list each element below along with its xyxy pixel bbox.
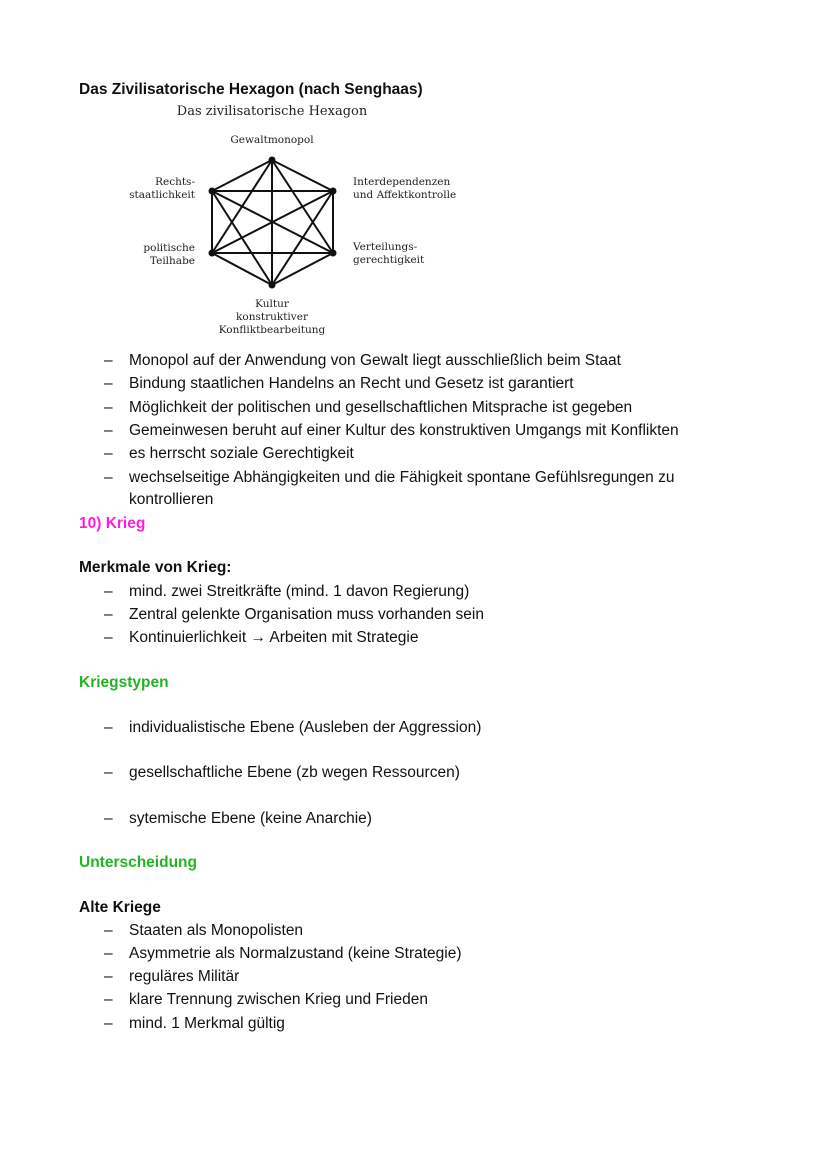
bullet-dash: – <box>104 719 113 736</box>
list-item <box>104 1014 285 1034</box>
list-item <box>104 944 462 964</box>
edge-verteilung-kultur <box>272 253 333 285</box>
list-item <box>104 351 621 371</box>
bullet-dash: – <box>104 422 113 439</box>
bullet-dash: – <box>104 922 113 939</box>
list-item-text: Gemeinwesen beruht auf einer Kultur des konstruktiven Umgangs mit Konflikten <box>129 422 679 439</box>
label-interdependenzen: Interdependenzen und Affektkontrolle <box>353 176 457 201</box>
figure-caption: Das zivilisatorische Hexagon <box>176 104 368 119</box>
list-item-text: es herrscht soziale Gerechtigkeit <box>129 445 354 462</box>
node-interdependenzen <box>330 188 337 195</box>
list-item-text: reguläres Militär <box>129 968 240 985</box>
list-item-text: sytemische Ebene (keine Anarchie) <box>129 810 372 827</box>
list-item-text: gesellschaftliche Ebene (zb wegen Ressourcen) <box>129 764 460 781</box>
list-item <box>104 967 239 987</box>
list-item <box>104 809 372 829</box>
label-kultur: Kultur konstruktiver Konfliktbearbeitung <box>218 298 326 336</box>
edge-kultur-teilhabe <box>212 253 272 285</box>
bullet-dash: – <box>104 629 113 646</box>
bullet-dash: – <box>104 945 113 962</box>
heading-unterscheidung: Unterscheidung <box>79 854 197 871</box>
list-item <box>104 990 428 1010</box>
bullet-dash: – <box>104 445 113 462</box>
subheading-merkmale: Merkmale von Krieg: <box>79 559 232 576</box>
node-teilhabe <box>209 250 216 257</box>
list-item <box>104 921 303 941</box>
list-item <box>104 628 418 648</box>
list-item <box>104 763 460 783</box>
list-item <box>104 421 679 441</box>
bullet-dash: – <box>104 375 113 392</box>
list-item-text: individualistische Ebene (Ausleben der Aggression) <box>129 719 482 736</box>
bullet-dash: – <box>104 968 113 985</box>
list-item <box>104 718 481 738</box>
bullet-dash: – <box>104 469 113 486</box>
list-item <box>104 582 469 602</box>
subheading-alte-kriege: Alte Kriege <box>79 899 161 916</box>
node-verteilung <box>330 250 337 257</box>
node-gewaltmonopol <box>269 157 276 164</box>
label-verteilungsgerechtigkeit: Verteilungs- gerechtigkeit <box>353 241 425 266</box>
list-item-text: Asymmetrie als Normalzustand (keine Strategie) <box>129 945 462 962</box>
bullet-dash: – <box>104 352 113 369</box>
list-item-text: mind. zwei Streitkräfte (mind. 1 davon Regierung) <box>129 583 470 600</box>
list-item-text: Zentral gelenkte Organisation muss vorhanden sein <box>129 606 484 623</box>
node-rechtsstaat <box>209 188 216 195</box>
list-item-text: Monopol auf der Anwendung von Gewalt liegt ausschließlich beim Staat <box>129 352 621 369</box>
bullet-dash: – <box>104 583 113 600</box>
node-kultur <box>269 282 276 289</box>
list-item-text: wechselseitige Abhängigkeiten und die Fähigkeit spontane Gefühlsregungen zu <box>129 469 675 486</box>
list-item <box>104 468 674 488</box>
list-item <box>104 490 213 510</box>
hexagon-diagram <box>0 0 828 320</box>
label-rechtsstaatlichkeit: Rechts- staatlichkeit <box>129 176 195 201</box>
list-item-text: Möglichkeit der politischen und gesellschaftlichen Mitsprache ist gegeben <box>129 399 633 416</box>
bullet-dash: – <box>104 810 113 827</box>
bullet-dash: – <box>104 606 113 623</box>
bullet-dash: – <box>104 399 113 416</box>
list-item-text: kontrollieren <box>129 491 214 508</box>
list-item <box>104 398 632 418</box>
list-item <box>104 374 574 394</box>
list-item-text: mind. 1 Merkmal gültig <box>129 1015 285 1032</box>
page-title: Das Zivilisatorische Hexagon (nach Senghaas) <box>79 81 423 98</box>
bullet-dash: – <box>104 764 113 781</box>
list-item-text: Kontinuierlichkeit → Arbeiten mit Strategie <box>129 629 419 646</box>
bullet-dash: – <box>104 1015 113 1032</box>
list-item-text: Bindung staatlichen Handelns an Recht und Gesetz ist garantiert <box>129 375 574 392</box>
heading-kriegstypen: Kriegstypen <box>79 674 169 691</box>
section-heading-krieg: 10) Krieg <box>79 515 146 532</box>
list-item-text: klare Trennung zwischen Krieg und Frieden <box>129 991 428 1008</box>
list-item <box>104 444 354 464</box>
list-item <box>104 605 484 625</box>
list-item-text: Staaten als Monopolisten <box>129 922 304 939</box>
bullet-dash: – <box>104 991 113 1008</box>
label-gewaltmonopol: Gewaltmonopol <box>230 134 314 146</box>
label-politische-teilhabe: politische Teilhabe <box>143 242 195 267</box>
